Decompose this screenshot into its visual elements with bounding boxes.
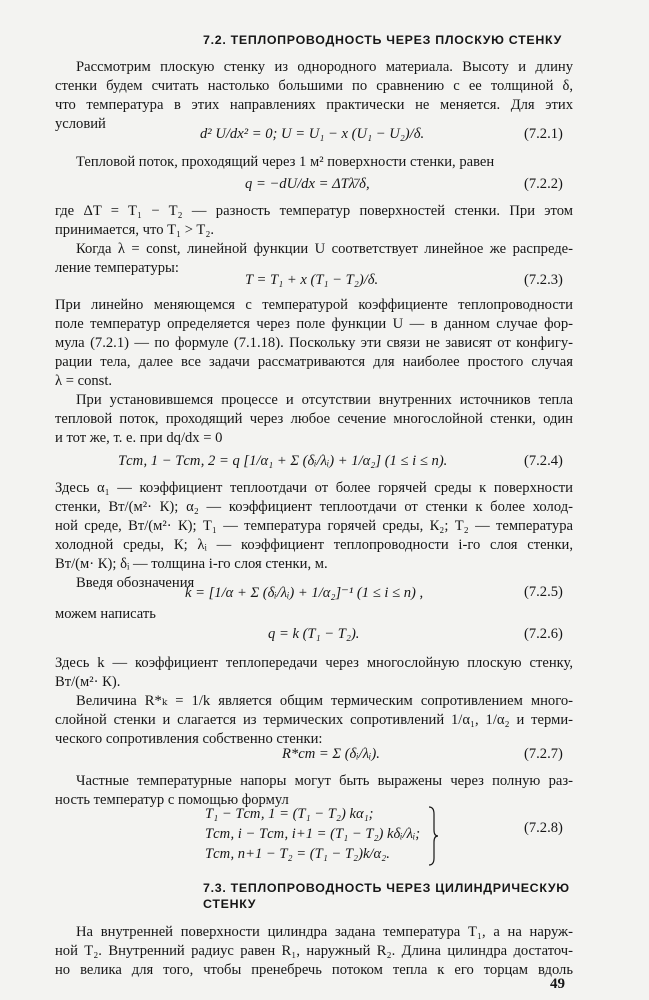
- equation-number: (7.2.5): [524, 584, 563, 600]
- body-line: λ = const.: [55, 373, 113, 389]
- body-line: рации тела, далее все задачи рассматриваются для наиболее простого случая: [55, 354, 573, 370]
- body-line: где ΔT = T₁ − T₂ — разность температур поверхностей стенки. При этом: [55, 203, 573, 219]
- body-line: что температура в этих направлениях практически не меняется. Для этих: [55, 97, 573, 113]
- body-line: принимается, что T₁ > T₂.: [55, 222, 215, 238]
- body-line: Здесь α₁ — коэффициент теплоотдачи от более горячей среды к поверхности: [55, 480, 573, 496]
- body-line: слойной стенки и слагается из термических сопротивлений 1/α₁, 1/α₂ и терми-: [55, 712, 573, 728]
- equation-7-2-1: d² U/dx² = 0; U = U₁ − x (U₁ − U₂)/δ.: [200, 126, 425, 142]
- equation-7-2-5: k = [1/α + Σ (δᵢ/λᵢ) + 1/α₂]⁻¹ (1 ≤ i ≤ n) ,: [185, 585, 424, 601]
- body-line: ческого сопротивления собственно стенки:: [55, 731, 323, 747]
- body-line: Тепловой поток, проходящий через 1 м² поверхности стенки, равен: [76, 154, 495, 170]
- equation-number: (7.2.1): [524, 126, 563, 142]
- body-line: Введя обозначения: [76, 575, 195, 591]
- body-line: Частные температурные напоры могут быть выражены через полную раз-: [76, 773, 573, 789]
- body-line: ность температур с помощью формул: [55, 792, 289, 808]
- body-line: холодной среды, К; λᵢ — коэффициент теплопроводности i-го слоя стенки,: [55, 537, 573, 553]
- section-heading-7-2: 7.2. ТЕПЛОПРОВОДНОСТЬ ЧЕРЕЗ ПЛОСКУЮ СТЕНКУ: [203, 33, 562, 47]
- equation-7-2-4: Tст, 1 − Tст, 2 = q [1/α₁ + Σ (δᵢ/λᵢ) + 1/α₂] (1 ≤ i ≤ n).: [118, 453, 448, 469]
- equation-number: (7.2.3): [524, 272, 563, 288]
- equation-number: (7.2.6): [524, 626, 563, 642]
- body-line: Величина R*ₖ = 1/k является общим термическим сопротивлением много-: [76, 693, 573, 709]
- equation-7-2-7: R*ст = Σ (δᵢ/λᵢ).: [282, 746, 380, 762]
- body-line: поле температур определяется через поле функции U — в данном случае фор-: [55, 316, 573, 332]
- right-brace-icon: [426, 806, 440, 866]
- body-line: Вт/(м²· К).: [55, 674, 121, 690]
- body-line: но велика для того, чтобы пренебречь потоком тепла к его торцам вдоль: [55, 962, 573, 978]
- body-line: можем написать: [55, 606, 156, 622]
- body-line: На внутренней поверхности цилиндра задана температура T₁, а на наруж-: [76, 924, 573, 940]
- page-number: 49: [550, 976, 565, 992]
- body-line: тепловой поток, проходящий через любое сечение многослойной стенки, один: [55, 411, 573, 427]
- body-line: стенки будем считать настолько большими по сравнению с ее толщиной δ,: [55, 78, 573, 94]
- body-line: ной среде, Вт/(м²· К); T₁ — температура горячей среды, К₂; T₂ — температура: [55, 518, 573, 534]
- equation-number: (7.2.2): [524, 176, 563, 192]
- body-line: Здесь k — коэффициент теплопередачи через многослойную плоскую стенку,: [55, 655, 573, 671]
- body-line: мула (7.2.1) — по формуле (7.1.18). Поскольку эти связи не зависят от конфигу-: [55, 335, 573, 351]
- body-line: При установившемся процессе и отсутствии внутренних источников тепла: [76, 392, 573, 408]
- equation-7-2-6: q = k (T₁ − T₂).: [268, 626, 360, 642]
- equation-number: (7.2.4): [524, 453, 563, 469]
- system-line: T₁ − Tст, 1 = (T₁ − T₂) kα₁;: [205, 806, 374, 822]
- body-line: и тот же, т. е. при dq/dx = 0: [55, 430, 223, 446]
- equation-number: (7.2.8): [524, 820, 563, 836]
- system-line: Tст, i − Tст, i+1 = (T₁ − T₂) kδᵢ/λᵢ;: [205, 826, 421, 842]
- body-line: стенки, Вт/(м²· К); α₂ — коэффициент теплоотдачи от стенки к более холод-: [55, 499, 573, 515]
- system-line: Tст, n+1 − T₂ = (T₁ − T₂)k/α₂.: [205, 846, 390, 862]
- body-line: При линейно меняющемся с температурой коэффициенте теплопроводности: [55, 297, 573, 313]
- body-line: ление температуры:: [55, 260, 179, 276]
- section-heading-7-3-cont: СТЕНКУ: [203, 897, 257, 911]
- body-line: Когда λ = const, линейной функции U соответствует линейное же распреде-: [76, 241, 573, 257]
- section-heading-7-3: 7.3. ТЕПЛОПРОВОДНОСТЬ ЧЕРЕЗ ЦИЛИНДРИЧЕСКУЮ: [203, 881, 570, 895]
- body-line: условий: [55, 116, 106, 132]
- equation-7-2-2: q = −dU/dx = ΔTλ̄/δ,: [245, 176, 370, 192]
- body-line: Вт/(м· К); δᵢ — толщина i-го слоя стенки, м.: [55, 556, 328, 572]
- equation-7-2-3: T = T₁ + x (T₁ − T₂)/δ.: [245, 272, 379, 288]
- body-line: ной T₂. Внутренний радиус равен R₁, наружный R₂. Длина цилиндра достаточ-: [55, 943, 573, 959]
- body-line: Рассмотрим плоскую стенку из однородного материала. Высоту и длину: [76, 59, 573, 75]
- equation-number: (7.2.7): [524, 746, 563, 762]
